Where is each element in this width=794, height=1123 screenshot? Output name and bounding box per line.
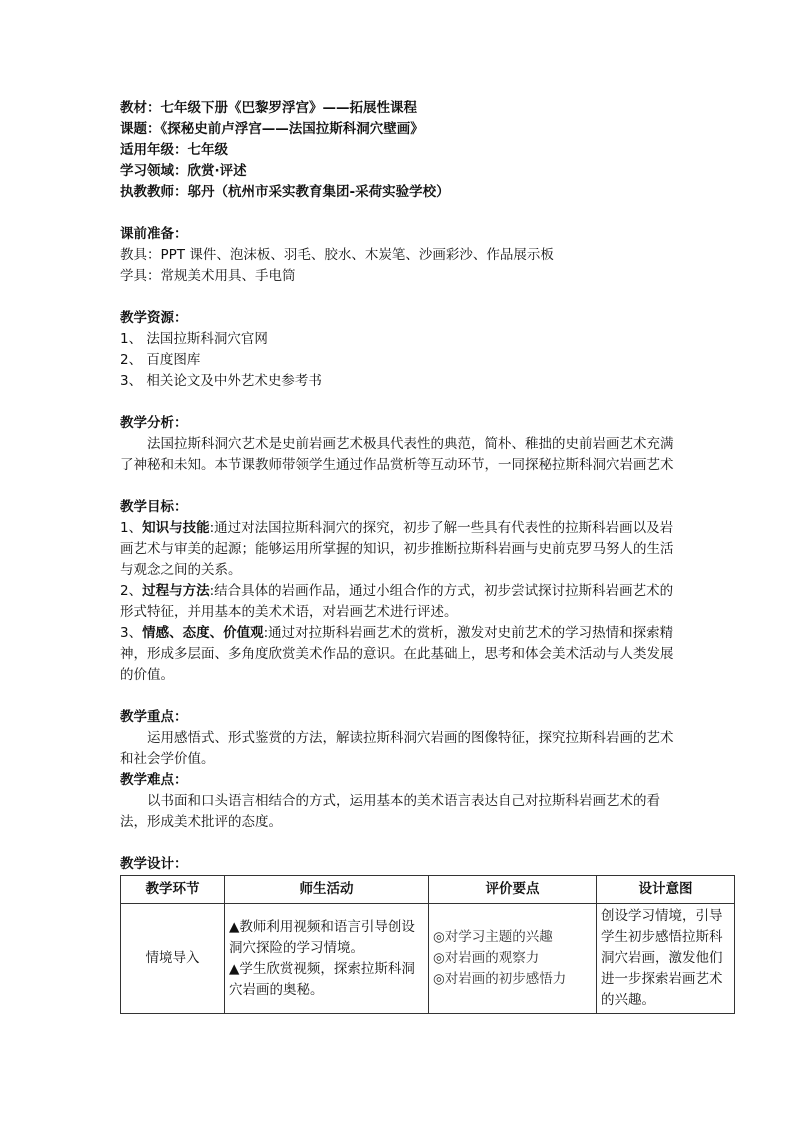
cell-stage: 情境导入 [121, 904, 225, 1014]
header-stage: 教学环节 [121, 876, 225, 904]
material-line: 教材：七年级下册《巴黎罗浮宫》——拓展性课程 [120, 100, 417, 116]
resource-item: 3、 相关论文及中外艺术史参考书 [120, 373, 322, 389]
resources-title: 教学资源： [120, 310, 188, 326]
analysis-title: 教学分析： [120, 415, 188, 431]
evaluation-item: ◎对岩画的观察力 [433, 950, 540, 966]
table-header-row [121, 876, 735, 904]
difficulties-text: 以书面和口头语言相结合的方式，运用基本的美术语言表达自己对拉斯科岩画艺术的看法，形成美术批评的态度。 [120, 793, 660, 830]
design-title: 教学设计： [120, 856, 188, 872]
design-table [120, 875, 735, 1014]
grade-line: 适用年级：七年级 [120, 142, 228, 158]
activity-item: ▲学生欣赏视频，探索拉斯科洞穴岩画的奥秘。 [229, 960, 415, 998]
cell-intent: 创设学习情境，引导学生初步感悟拉斯科洞穴岩画，激发他们进一步探索岩画艺术的兴趣。 [597, 904, 735, 1014]
header-intent: 设计意图 [597, 876, 735, 904]
cell-activity [225, 904, 429, 1014]
resource-item: 2、 百度图库 [120, 352, 201, 368]
preparation-title: 课前准备： [120, 226, 188, 242]
analysis-text: 法国拉斯科洞穴艺术是史前岩画艺术极具代表性的典范，简朴、稚拙的史前岩画艺术充满了神秘和未知。本节课教师带领学生通过作品赏析等互动环节，一同探秘拉斯科洞穴岩画艺术 [120, 436, 674, 473]
goal-item-process: 2、过程与方法:结合具体的岩画作品，通过小组合作的方式，初步尝试探讨拉斯科岩画艺术的形式特征，并用基本的美术术语，对岩画艺术进行评述。 [120, 583, 674, 620]
document-page [120, 98, 740, 1014]
cell-evaluation [429, 904, 597, 1014]
evaluation-item: ◎对岩画的初步感悟力 [433, 971, 567, 987]
difficulties-title: 教学难点： [120, 772, 188, 788]
student-tools: 学具：常规美术用具、手电筒 [120, 268, 296, 284]
activity-item: ▲教师利用视频和语言引导创设洞穴探险的学习情境。 [229, 918, 415, 956]
topic-line: 课题：《探秘史前卢浮宫——法国拉斯科洞穴壁画》 [120, 121, 424, 137]
header-evaluation: 评价要点 [429, 876, 597, 904]
table-row [121, 904, 735, 1014]
domain-line: 学习领域：欣赏·评述 [120, 163, 247, 179]
evaluation-item: ◎对学习主题的兴趣 [433, 929, 553, 945]
goal-item-knowledge: 1、知识与技能:通过对法国拉斯科洞穴的探究，初步了解一些具有代表性的拉斯科岩画以及岩画艺术与审美的起源；能够运用所掌握的知识，初步推断拉斯科岩画与史前克罗马努人的生活与观念之间的关系。 [120, 520, 674, 578]
resource-item: 1、 法国拉斯科洞穴官网 [120, 331, 268, 347]
header-activity: 师生活动 [225, 876, 429, 904]
goal-item-emotion: 3、情感、态度、价值观:通过对拉斯科岩画艺术的赏析，激发对史前艺术的学习热情和探索精神，形成多层面、多角度欣赏美术作品的意识。在此基础上，思考和体会美术活动与人类发展的价值。 [120, 625, 674, 683]
teacher-tools: 教具：PPT 课件、泡沫板、羽毛、胶水、木炭笔、沙画彩沙、作品展示板 [120, 247, 554, 263]
key-points-title: 教学重点： [120, 709, 188, 725]
teacher-line: 执教教师：邬丹（杭州市采实教育集团-采荷实验学校） [120, 184, 450, 200]
key-points-text: 运用感悟式、形式鉴赏的方法，解读拉斯科洞穴岩画的图像特征，探究拉斯科岩画的艺术和社会学价值。 [120, 730, 674, 767]
goals-title: 教学目标： [120, 499, 188, 515]
